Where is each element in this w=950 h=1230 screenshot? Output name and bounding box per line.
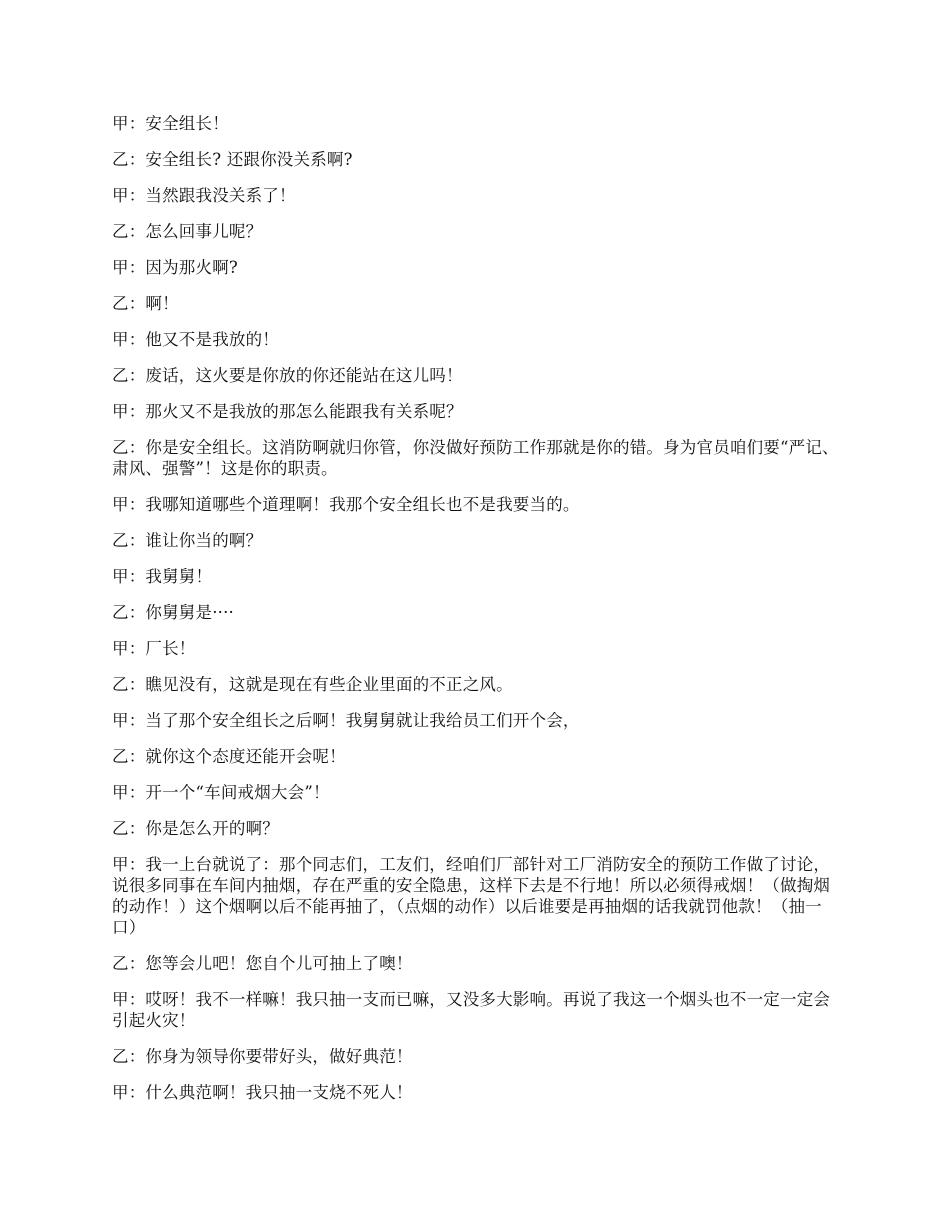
- dialogue-line: 乙：你身为领导你要带好头，做好典范！: [112, 1047, 413, 1066]
- dialogue-line: 乙：安全组长? 还跟你没关系啊?: [112, 150, 353, 169]
- dialogue-line: 乙：怎么回事儿呢？: [112, 222, 263, 241]
- dialogue-line: 甲：当了那个安全组长之后啊！我舅舅就让我给员工们开个会，: [112, 711, 580, 730]
- dialogue-line: 甲：开一个“车间戒烟大会”！: [112, 783, 330, 802]
- dialogue-line: 甲：我哪知道哪些个道理啊！我那个安全组长也不是我要当的。: [112, 495, 580, 514]
- dialogue-line: 甲：那火又不是我放的那怎么能跟我有关系呢？: [112, 402, 463, 421]
- dialogue-line: 甲：什么典范啊！我只抽一支烧不死人！: [112, 1083, 413, 1102]
- dialogue-line: 甲：我舅舅！: [112, 567, 213, 586]
- dialogue-line: 甲：哎呀！我不一样嘛！我只抽一支而已嘛，又没多大影响。再说了我这一个烟头也不一定一定会引起火灾！: [112, 990, 831, 1030]
- dialogue-line: 乙：瞧见没有，这就是现在有些企业里面的不正之风。: [112, 675, 513, 694]
- dialogue-line: 甲：因为那火啊?: [112, 258, 238, 277]
- dialogue-line: 甲：当然跟我没关系了！: [112, 186, 296, 205]
- dialogue-line: 乙：谁让你当的啊？: [112, 531, 263, 550]
- dialogue-line: 乙：啊！: [112, 294, 179, 313]
- dialogue-line: 乙：你是怎么开的啊？: [112, 819, 279, 838]
- dialogue-line: 甲：厂长！: [112, 639, 196, 658]
- dialogue-line: 乙：废话，这火要是你放的你还能站在这儿吗！: [112, 366, 463, 385]
- dialogue-line: 甲：我一上台就说了：那个同志们，工友们，经咱们厂部针对工厂消防安全的预防工作做了讨论，说很多同事在车间内抽烟，存在严重的安全隐患，这样下去是不行地！所以必须得戒烟！（做掏烟的动作！）这个烟啊以后不能再抽了，（点烟的动作）以后谁要是再抽烟的话我就罚他款！（抽一口）: [112, 855, 831, 937]
- dialogue-line: 甲：他又不是我放的！: [112, 330, 279, 349]
- dialogue-line: 甲：安全组长！: [112, 114, 229, 133]
- dialogue-line: 乙：就你这个态度还能开会呢！: [112, 747, 346, 766]
- dialogue-body: [112, 113, 842, 1118]
- dialogue-line: 乙：您等会儿吧！您自个儿可抽上了噢！: [112, 954, 413, 973]
- dialogue-line: 乙：你是安全组长。这消防啊就归你管，你没做好预防工作那就是你的错。身为官员咱们要“严记、肃风、强警”！这是你的职责。: [112, 438, 839, 478]
- dialogue-line: 乙：你舅舅是····: [112, 603, 234, 622]
